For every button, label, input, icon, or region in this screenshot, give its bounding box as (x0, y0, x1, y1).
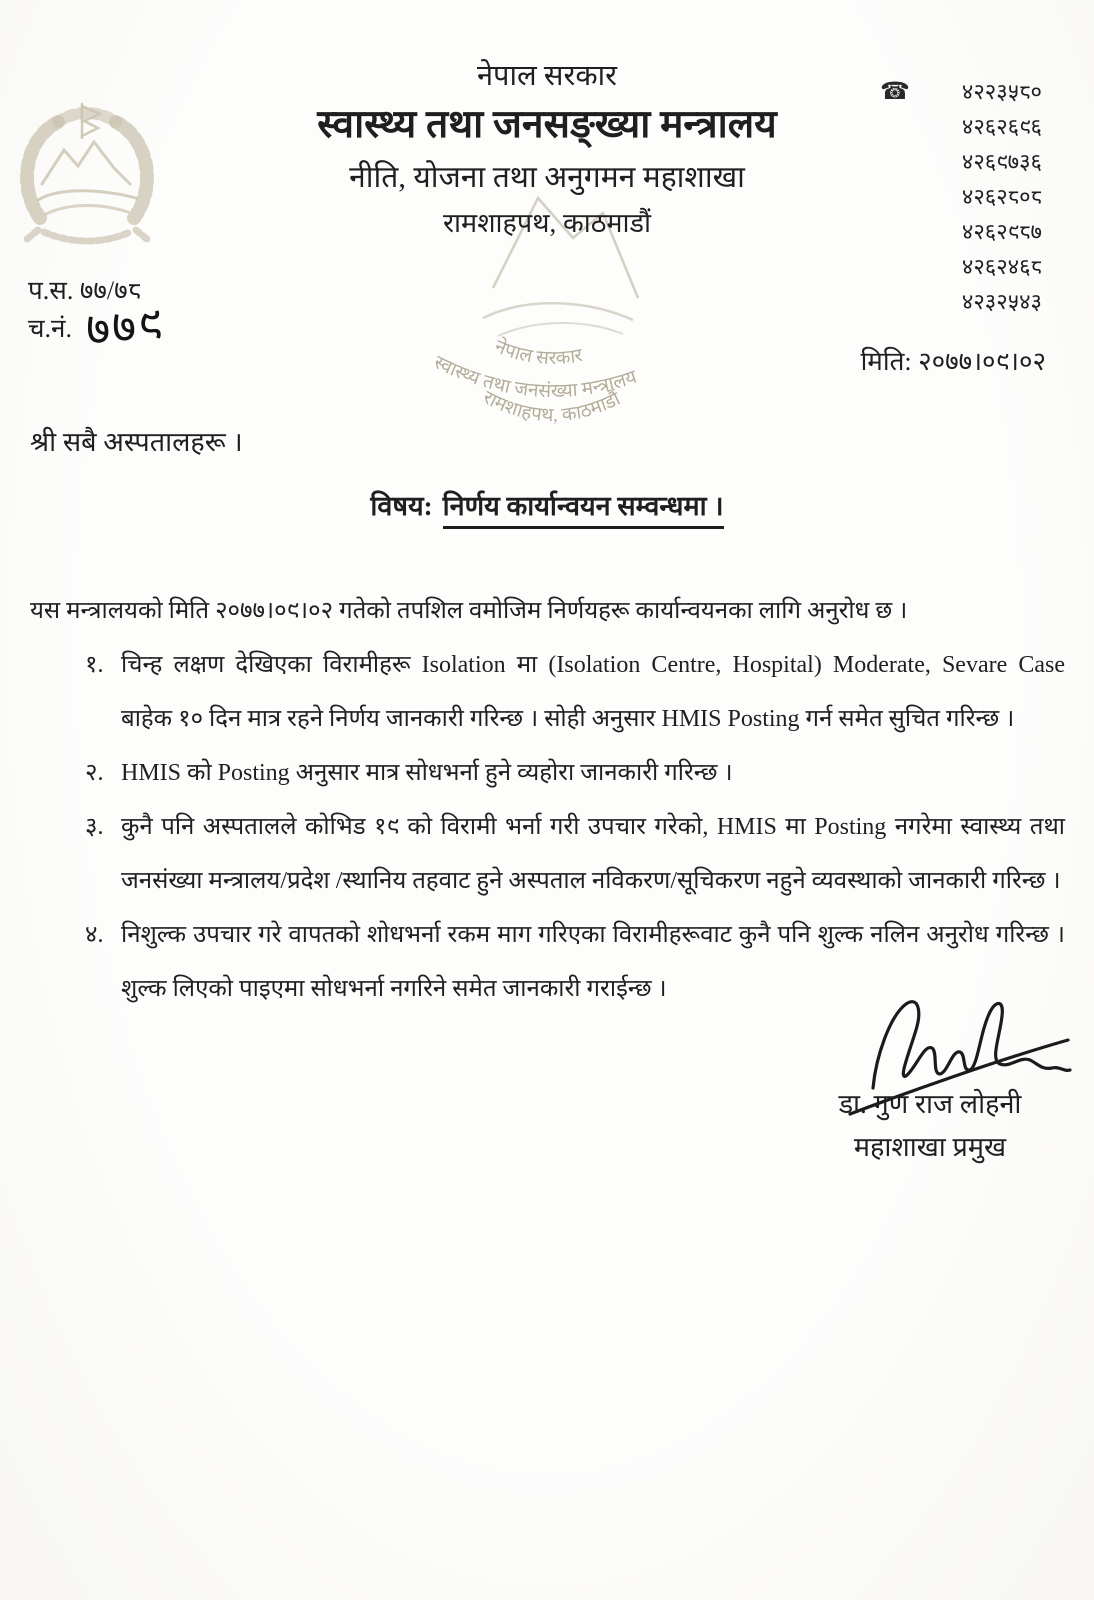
point-text: निशुल्क उपचार गरे वापतको शोधभर्ना रकम माग गरिएका विरामीहरूवाट कुनै पनि शुल्क नलिन अनुरोध गरिन्छ । शुल्क लिएको पाइएमा सोधभर्ना नगरिने समेत जानकारी गराईन्छ । (121, 922, 1065, 1002)
point-text: कुनै पनि अस्पतालले कोभिड १९ को विरामी भर्ना गरी उपचार गरेको, HMIS मा Posting नगरेमा स्वास्थ्य तथा जनसंख्या मन्त्रालय/प्रदेश /स्थानिय तहवाट हुने अस्पताल नविकरण/सूचिकरण नहुने व्यवस्थाको जानकारी गरिन्छ । (121, 814, 1065, 894)
phone-number: ४२६२६९६ (961, 114, 1042, 139)
phone-number: ४२६२८०८ (961, 184, 1042, 209)
stamp-text-ministry: स्वास्थ्य तथा जनसंख्या मन्त्रालय (430, 352, 640, 403)
chalani-label: च.नं. (28, 314, 72, 343)
telephone-icon: ☎ (880, 79, 910, 105)
signatory-name: डा. गुण राज लोहनी (838, 1089, 1022, 1119)
phone-number: ४२६२४६८ (961, 254, 1042, 279)
reference-block (28, 272, 166, 357)
subject-label: विषय: (370, 491, 433, 521)
point-number: ३. (85, 814, 104, 840)
signatory-block (790, 1082, 1070, 1168)
stamp-text-government: नेपाल सरकार (491, 336, 585, 370)
phone-number: ४२६९७३६ (961, 149, 1042, 174)
decision-point (85, 746, 1065, 800)
phone-number: ४२६२९८७ (961, 219, 1042, 244)
header-government-line: नेपाल सरकार (476, 60, 618, 92)
header-ministry-name: स्वास्थ्य तथा जनसङ्ख्या मन्त्रालय (317, 103, 777, 146)
point-text: चिन्ह लक्षण देखिएका विरामीहरू Isolation मा (Isolation Centre, Hospital) Moderate, Sevare Case बाहेक १० दिन मात्र रहने निर्णय जानकारी गरिन्छ । सोही अनुसार HMIS Posting गर्न समेत सुचित गरिन्छ । (121, 652, 1065, 732)
phone-number: ४२३२५४३ (961, 289, 1042, 314)
signatory-title: महाशाखा प्रमुख (853, 1132, 1007, 1162)
point-text: HMIS को Posting अनुसार मात्र सोधभर्ना हुने व्यहोरा जानकारी गरिन्छ । (121, 760, 733, 786)
decision-point (85, 638, 1065, 746)
point-number: २. (85, 760, 104, 786)
header-division-name: नीति, योजना तथा अनुगमन महाशाखा (349, 161, 745, 194)
subject-line (0, 486, 1094, 523)
intro-paragraph: यस मन्त्रालयको मिति २०७७।०९।०२ गतेको तपशिल वमोजिम निर्णयहरू कार्यान्वयनका लागि अनुरोध छ । (30, 598, 908, 624)
phone-number-list (880, 74, 1042, 319)
decision-points-list (85, 638, 1065, 1016)
point-number: १. (85, 652, 104, 678)
stamp-text-address: रामशाहपथ, काठमाडौं (479, 387, 624, 427)
point-number: ४. (85, 922, 104, 948)
chalani-line (28, 295, 166, 357)
letter-date: मिति: २०७७।०९।०२ (860, 347, 1046, 376)
phone-number: ४२२३५८० (961, 79, 1042, 104)
recipient-line: श्री सबै अस्पतालहरू । (30, 427, 243, 457)
patra-sankhya-line: प.स. ७७/७८ (28, 276, 142, 305)
chalani-number-handwritten: ७७९ (83, 295, 166, 357)
header-address-line: रामशाहपथ, काठमाडौं (443, 208, 651, 238)
decision-point (85, 800, 1065, 908)
subject-text-underlined: निर्णय कार्यान्वयन सम्वन्धमा । (443, 491, 724, 529)
